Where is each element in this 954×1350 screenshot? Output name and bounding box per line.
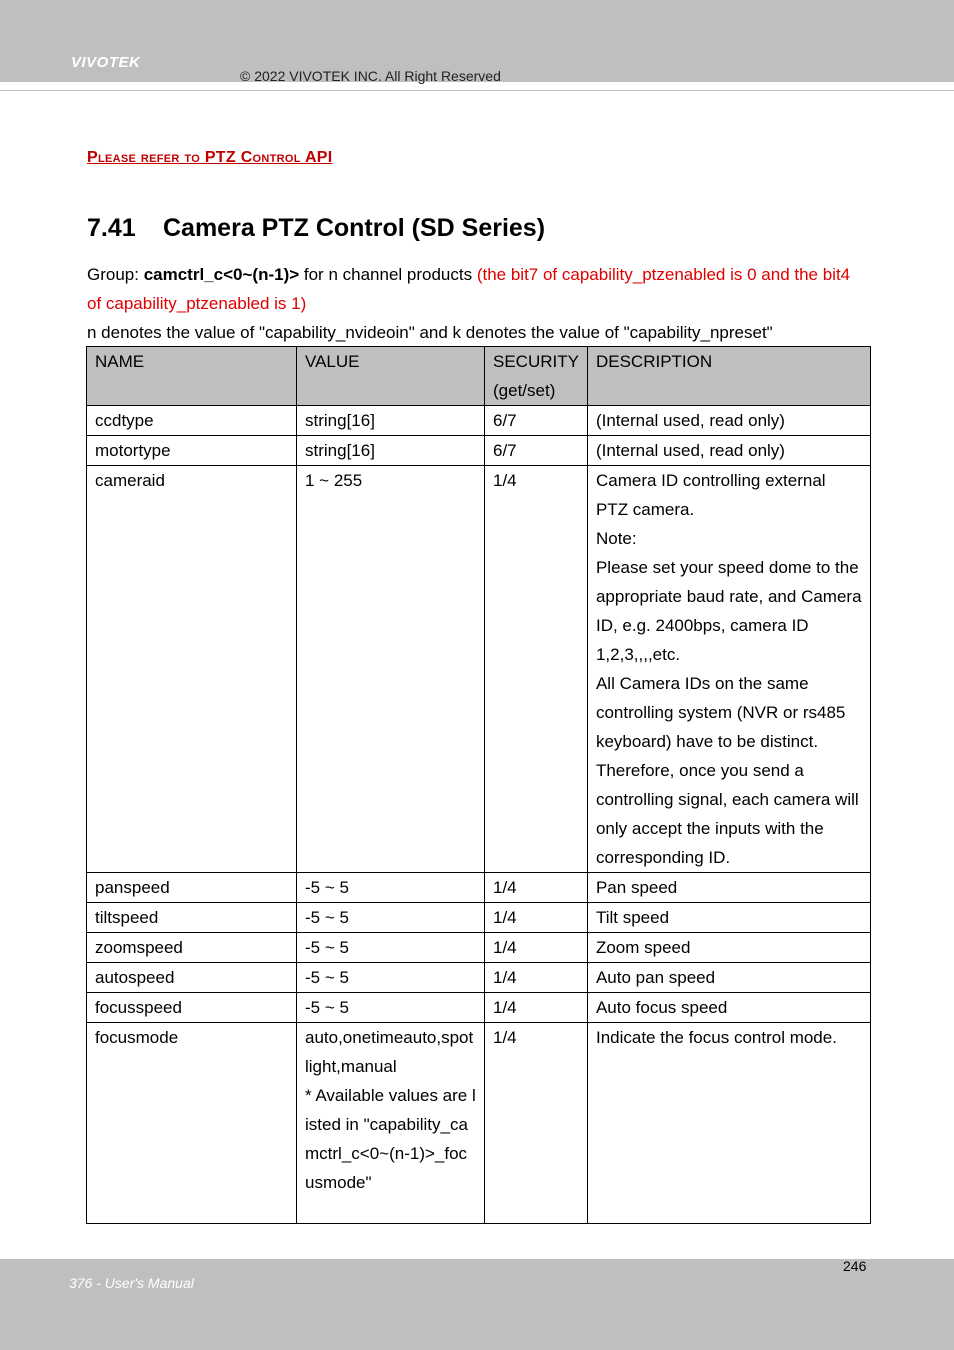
cell-value	[297, 1023, 485, 1224]
table-row	[87, 1023, 871, 1224]
footer-band	[0, 1259, 954, 1350]
brand-logo: VIVOTEK	[71, 54, 141, 71]
cell-description: Auto pan speed	[587, 963, 870, 993]
cell-value: 1 ~ 255	[297, 466, 485, 873]
section-title	[87, 214, 545, 243]
cell-description: (Internal used, read only)	[587, 436, 870, 466]
cell-value-main: auto,onetimeauto,spotlight,manual	[305, 1028, 474, 1076]
cell-security: 1/4	[485, 933, 588, 963]
cell-security: 1/4	[485, 903, 588, 933]
header-value: VALUE	[297, 347, 485, 406]
table-row	[87, 903, 871, 933]
parameter-table	[86, 346, 871, 1224]
intro-text	[87, 260, 867, 347]
header-security	[485, 347, 588, 406]
cell-name: focusspeed	[87, 993, 297, 1023]
table-row	[87, 873, 871, 903]
variable-note: n denotes the value of "capability_nvideoin" and k denotes the value of "capability_npreset"	[87, 323, 773, 342]
cell-value: string[16]	[297, 406, 485, 436]
header-description: DESCRIPTION	[587, 347, 870, 406]
cell-security: 1/4	[485, 963, 588, 993]
cell-name: autospeed	[87, 963, 297, 993]
table-row	[87, 436, 871, 466]
section-title-text: Camera PTZ Control (SD Series)	[163, 214, 546, 242]
cell-security: 1/4	[485, 466, 588, 873]
cell-description: (Internal used, read only)	[587, 406, 870, 436]
manual-page-label: 376 - User's Manual	[69, 1275, 194, 1291]
cell-security: 6/7	[485, 406, 588, 436]
cell-name: ccdtype	[87, 406, 297, 436]
cell-name: panspeed	[87, 873, 297, 903]
cell-description: Pan speed	[587, 873, 870, 903]
cell-name: zoomspeed	[87, 933, 297, 963]
cell-value: -5 ~ 5	[297, 993, 485, 1023]
header-security-line2: (get/set)	[493, 381, 556, 400]
cell-security: 6/7	[485, 436, 588, 466]
table-row	[87, 933, 871, 963]
group-line	[87, 260, 867, 318]
cell-value: -5 ~ 5	[297, 963, 485, 993]
cell-security: 1/4	[485, 873, 588, 903]
header-divider	[0, 90, 954, 91]
ptz-control-api-link[interactable]: Please refer to PTZ Control API	[87, 149, 333, 166]
cell-value: -5 ~ 5	[297, 933, 485, 963]
cell-description: Indicate the focus control mode.	[587, 1023, 870, 1224]
header-name: NAME	[87, 347, 297, 406]
table-row	[87, 963, 871, 993]
group-suffix: for n channel products	[299, 265, 477, 284]
table-row	[87, 406, 871, 436]
cell-value: string[16]	[297, 436, 485, 466]
cell-name: cameraid	[87, 466, 297, 873]
table-row	[87, 466, 871, 873]
table-row	[87, 993, 871, 1023]
group-name: camctrl_c<0~(n-1)>	[143, 265, 300, 284]
cell-description: Camera ID controlling external PTZ camera. Note: Please set your speed dome to the appropriate baud rate, and Camera ID, e.g. 2400bps, camera ID 1,2,3,,,,etc. All Camera IDs on the same controlling system (NVR or rs485 keyboard) have to be distinct. Therefore, once you send a controlling signal, each camera will only accept the inputs with the corresponding ID.	[587, 466, 870, 873]
cell-value: -5 ~ 5	[297, 873, 485, 903]
cell-security: 1/4	[485, 993, 588, 1023]
cell-name: motortype	[87, 436, 297, 466]
cell-name: focusmode	[87, 1023, 297, 1224]
section-number: 7.41	[87, 214, 136, 242]
cell-value: -5 ~ 5	[297, 903, 485, 933]
cell-security: 1/4	[485, 1023, 588, 1224]
cell-description: Zoom speed	[587, 933, 870, 963]
header-security-line1: SECURITY	[493, 352, 579, 371]
cell-description: Auto focus speed	[587, 993, 870, 1023]
cell-description: Tilt speed	[587, 903, 870, 933]
group-condition: (the bit7 of capability_ptzenabled is 0 and the bit4 of capability_ptzenabled is 1)	[87, 265, 851, 313]
cell-value-note: * Available values are listed in "capability_camctrl_c<0~(n-1)>_focusmode"	[305, 1086, 476, 1192]
table-header-row	[87, 347, 871, 406]
page-number: 246	[843, 1258, 867, 1274]
group-prefix: Group:	[87, 265, 144, 284]
cell-name: tiltspeed	[87, 903, 297, 933]
copyright-text: © 2022 VIVOTEK INC. All Right Reserved	[240, 68, 501, 84]
